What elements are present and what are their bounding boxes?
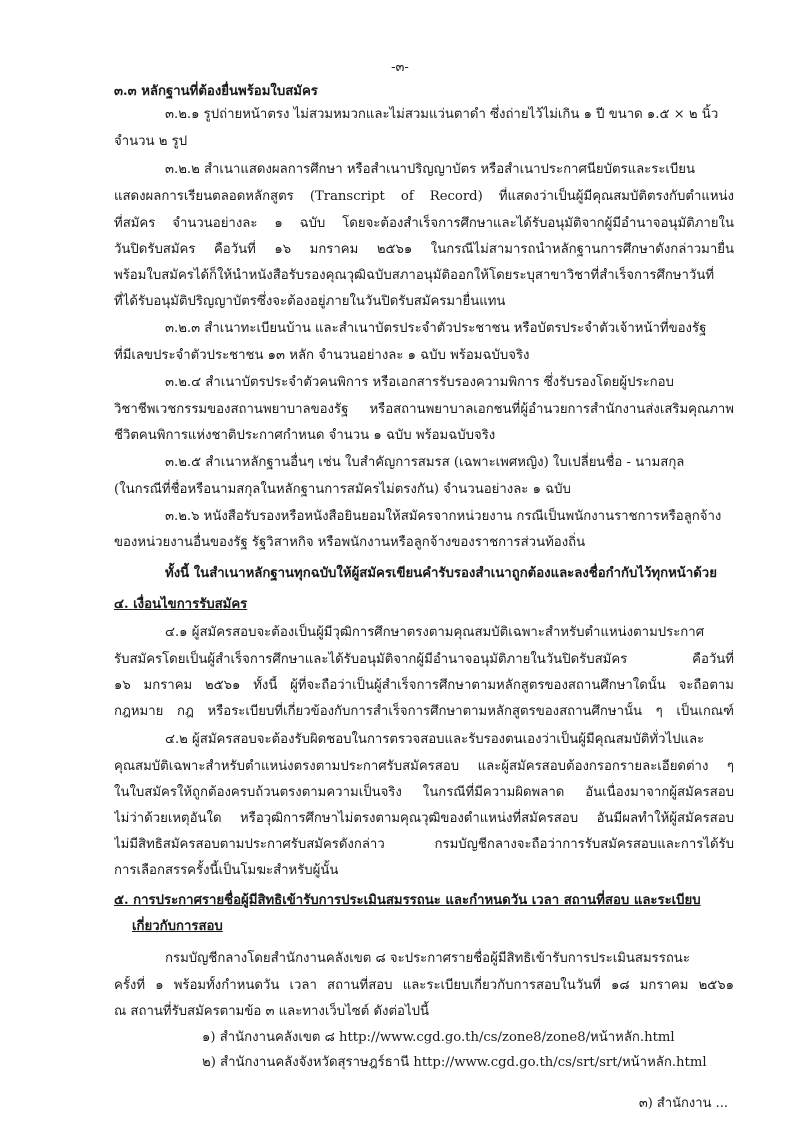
text-line: ที่มีเลขประจำตัวประชาชน ๑๓ หลัก จำนวนอย่างละ ๑ ฉบับ พร้อมฉบับจริง (114, 348, 530, 363)
text-line: ๔.๒ ผู้สมัครสอบจะต้องรับผิดชอบในการตรวจสอบและรับรองตนเองว่าเป็นผู้มีคุณสมบัติทั่วไปและ (165, 732, 705, 747)
text-line: ๓.๒.๔ สำเนาบัตรประจำตัวคนพิการ หรือเอกสารรับรองความพิการ ซึ่งรับรองโดยผู้ประกอบ (165, 375, 674, 390)
text-line: ในใบสมัครให้ถูกต้องครบถ้วนตรงตามความเป็นจริง ในกรณีที่มีความผิดพลาด อันเนื่องมาจากผู้สมัครสอบ (114, 785, 734, 800)
text-line: (ในกรณีที่ชื่อหรือนามสกุลในหลักฐานการสมัครไม่ตรงกัน) จำนวนอย่างละ ๑ ฉบับ (114, 482, 571, 497)
text-line: กรมบัญชีกลางโดยสำนักงานคลังเขต ๘ จะประกาศรายชื่อผู้มีสิทธิเข้ารับการประเมินสมรรถนะ (165, 951, 690, 966)
continuation-footer: ๓) สำนักงาน ... (638, 1096, 728, 1111)
text-line: จำนวน ๒ รูป (114, 134, 188, 149)
text-line: ๑) สำนักงานคลังเขต ๘ http://www.cgd.go.th/cs/zone8/zone8/หน้าหลัก.html (202, 1030, 675, 1045)
text-line: แสดงผลการเรียนตลอดหลักสูตร (Transcript of Record) ที่แสดงว่าเป็นผู้มีคุณสมบัติตรงกับตำแหน่ง (114, 189, 734, 204)
text-line: รับสมัครโดยเป็นผู้สำเร็จการศึกษาและได้รับอนุมัติจากผู้มีอำนาจอนุมัติภายในวันปิดรับสมัคร คือวันที่ (114, 652, 734, 667)
text-line: ๓.๓ หลักฐานที่ต้องยื่นพร้อมใบสมัคร (114, 84, 318, 99)
text-line: ๓.๒.๑ รูปถ่ายหน้าตรง ไม่สวมหมวกและไม่สวมแว่นตาดำ ซึ่งถ่ายไว้ไม่เกิน ๑ ปี ขนาด ๑.๕ × ๒ นิ้ว (165, 107, 719, 122)
text-line: ชีวิตคนพิการแห่งชาติประกาศกำหนด จำนวน ๑ ฉบับ พร้อมฉบับจริง (114, 428, 496, 443)
text-line: ที่ได้รับอนุมัติปริญญาบัตรซึ่งจะต้องอยู่ภายในวันปิดรับสมัครมายื่นแทน (114, 294, 506, 309)
text-line: ๒) สำนักงานคลังจังหวัดสุราษฎร์ธานี http://www.cgd.go.th/cs/srt/srt/หน้าหลัก.html (202, 1055, 707, 1070)
text-line: วิชาชีพเวชกรรมของสถานพยาบาลของรัฐ หรือสถานพยาบาลเอกชนที่ผู้อำนวยการสำนักงานส่งเสริมคุณภาพ (114, 402, 734, 417)
page-number: -๓- (391, 60, 409, 75)
text-line: ไม่มีสิทธิสมัครสอบตามประกาศรับสมัครดังกล่าว กรมบัญชีกลางจะถือว่าการรับสมัครสอบและการได้รับ (114, 837, 734, 852)
text-line: กฎหมาย กฎ หรือระเบียบที่เกี่ยวข้องกับการสำเร็จการศึกษาตามหลักสูตรของสถานศึกษานั้น ๆ เป็นเกณฑ์ (114, 704, 734, 719)
text-line: ๔.๑ ผู้สมัครสอบจะต้องเป็นผู้มีวุฒิการศึกษาตรงตามคุณสมบัติเฉพาะสำหรับตำแหน่งตามประกาศ (165, 625, 705, 640)
text-line: เกี่ยวกับการสอบ (132, 919, 223, 934)
text-line: ๓.๒.๓ สำเนาทะเบียนบ้าน และสำเนาบัตรประจำตัวประชาชน หรือบัตรประจำตัวเจ้าหน้าที่ของรัฐ (165, 321, 707, 336)
text-line: ๓.๒.๕ สำเนาหลักฐานอื่นๆ เช่น ใบสำคัญการสมรส (เฉพาะเพศหญิง) ใบเปลี่ยนชื่อ - นามสกุล (165, 455, 685, 470)
text-line: ทั้งนี้ ในสำเนาหลักฐานทุกฉบับให้ผู้สมัครเขียนคำรับรองสำเนาถูกต้องและลงชื่อกำกับไว้ทุกหน้าด้วย (165, 566, 717, 581)
text-line: ๕. การประกาศรายชื่อผู้มีสิทธิเข้ารับการประเมินสมรรถนะ และกำหนดวัน เวลา สถานที่สอบ และระเบียบ (114, 893, 701, 908)
text-line: ของหน่วยงานอื่นของรัฐ รัฐวิสาหกิจ หรือพนักงานหรือลูกจ้างของราชการส่วนท้องถิ่น (114, 535, 586, 550)
text-line: วันปิดรับสมัคร คือวันที่ ๑๖ มกราคม ๒๕๖๑ ในกรณีไม่สามารถนำหลักฐานการศึกษาดังกล่าวมายื่น (114, 242, 734, 257)
text-line: ครั้งที่ ๑ พร้อมทั้งกำหนดวัน เวลา สถานที่สอบ และระเบียบเกี่ยวกับการสอบในวันที่ ๑๘ มกราคม ๒๕๖๑ (114, 978, 734, 993)
text-line: ณ สถานที่รับสมัครตามข้อ ๓ และทางเว็บไซต์ ดังต่อไปนี้ (114, 1004, 429, 1019)
text-line: ที่สมัคร จำนวนอย่างละ ๑ ฉบับ โดยจะต้องสำเร็จการศึกษาและได้รับอนุมัติจากผู้มีอำนาจอนุมัติภายใน (114, 216, 734, 231)
text-line: ๑๖ มกราคม ๒๕๖๑ ทั้งนี้ ผู้ที่จะถือว่าเป็นผู้สำเร็จการศึกษาตามหลักสูตรของสถานศึกษาใดนั้น จะถือตาม (114, 678, 734, 693)
text-line: ๓.๒.๖ หนังสือรับรองหรือหนังสือยินยอมให้สมัครจากหน่วยงาน กรณีเป็นพนักงานราชการหรือลูกจ้าง (165, 509, 722, 524)
text-line: ๓.๒.๒ สำเนาแสดงผลการศึกษา หรือสำเนาปริญญาบัตร หรือสำเนาประกาศนียบัตรและระเบียน (165, 162, 696, 177)
text-line: ไม่ว่าด้วยเหตุอันใด หรือวุฒิการศึกษาไม่ตรงตามคุณวุฒิของตำแหน่งที่สมัครสอบ อันมีผลทำให้ผู้สมัครสอบ (114, 811, 734, 826)
text-line: พร้อมใบสมัครได้ก็ให้นำหนังสือรับรองคุณวุฒิฉบับสภาอนุมัติออกให้โดยระบุสาขาวิชาที่สำเร็จการศึกษาวันที่ (114, 268, 715, 283)
text-line: การเลือกสรรครั้งนี้เป็นโมฆะสำหรับผู้นั้น (114, 863, 339, 878)
text-line: ๔. เงื่อนไขการรับสมัคร (114, 597, 248, 612)
text-line: คุณสมบัติเฉพาะสำหรับตำแหน่งตรงตามประกาศรับสมัครสอบ และผู้สมัครสอบต้องกรอกรายละเอียดต่าง ๆ (114, 759, 734, 774)
